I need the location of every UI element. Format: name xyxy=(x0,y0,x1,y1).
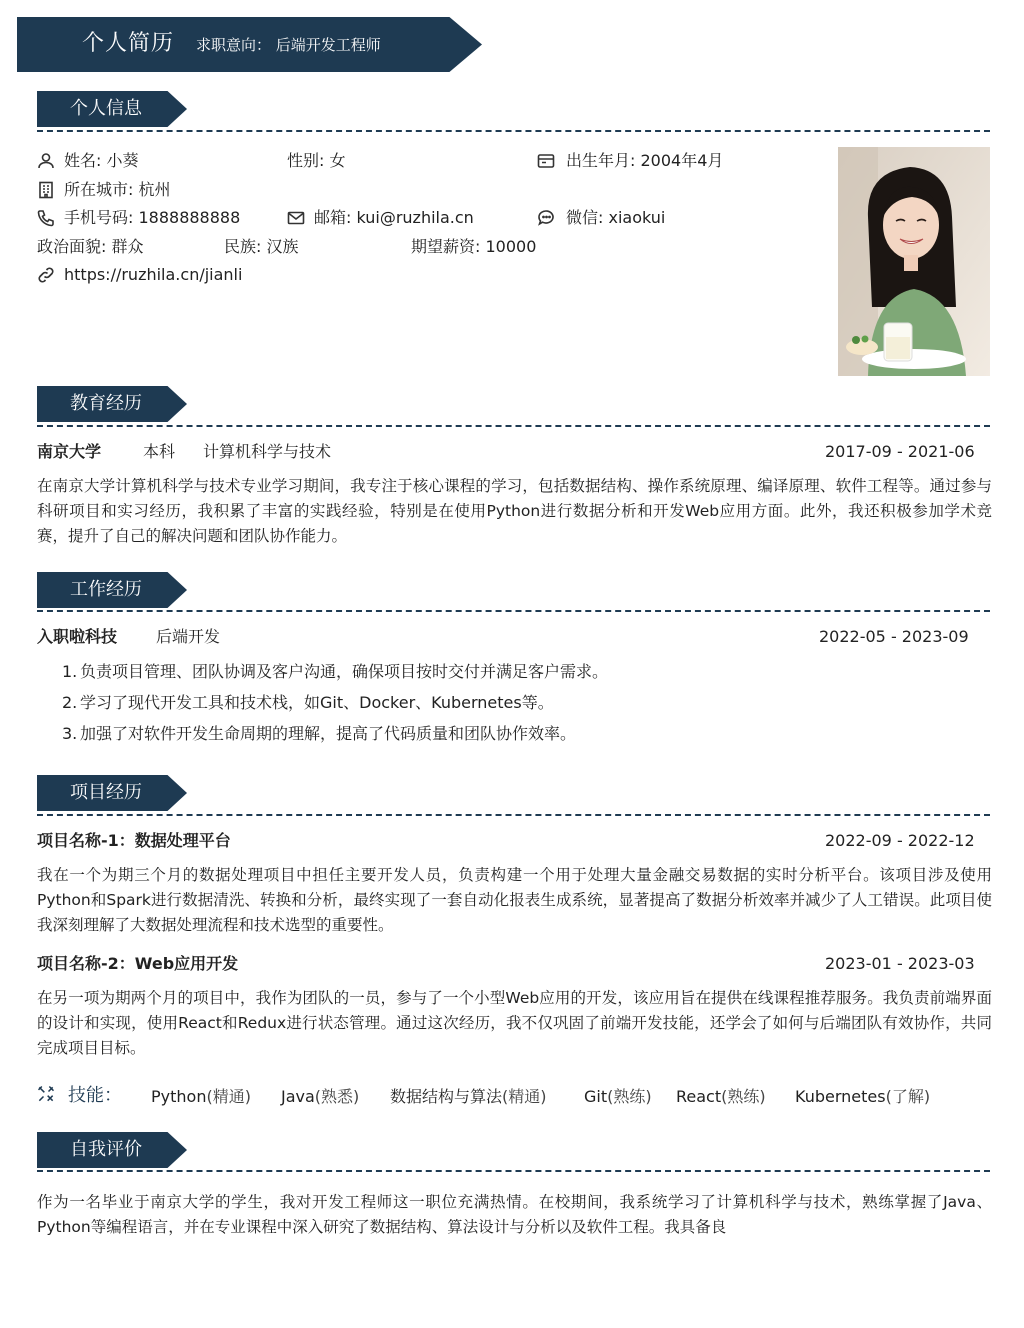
user-icon xyxy=(36,151,56,171)
edu-degree: 本科 xyxy=(143,442,176,461)
skill-item xyxy=(151,1086,251,1108)
work-item: 加强了对软件开发生命周期的理解，提高了代码质量和团队协作效率。 xyxy=(80,724,577,743)
skill-name: Git xyxy=(584,1087,608,1106)
work-item: 负责项目管理、团队协调及客户沟通，确保项目按时交付并满足客户需求。 xyxy=(80,662,609,681)
personal-gender: 性别: 女 xyxy=(287,151,346,170)
work-position: 后端开发 xyxy=(156,627,221,646)
section-divider xyxy=(37,610,990,612)
skills-label: 技能： xyxy=(68,1085,122,1106)
job-intention: 求职意向： 后端开发工程师 xyxy=(196,36,381,54)
skill-name: 数据结构与算法 xyxy=(390,1087,503,1106)
personal-ethnicity: 民族: 汉族 xyxy=(224,237,299,256)
skill-item xyxy=(390,1086,547,1108)
work-item: 学习了现代开发工具和技术栈，如Git、Docker、Kubernetes等。 xyxy=(80,693,554,712)
resume-title: 个人简历 xyxy=(82,31,175,56)
personal-city: 所在城市: 杭州 xyxy=(64,180,171,199)
section-divider xyxy=(37,130,990,132)
phone-icon xyxy=(36,208,56,228)
project-period: 2023-01 - 2023-03 xyxy=(825,954,975,973)
section-divider xyxy=(37,425,990,427)
skill-name: React xyxy=(676,1087,722,1106)
tools-icon xyxy=(36,1084,60,1108)
section-title-education: 教育经历 xyxy=(70,393,142,414)
personal-name: 姓名: 小葵 xyxy=(64,151,139,170)
skill-item xyxy=(795,1086,930,1108)
skill-name: Python xyxy=(151,1087,207,1106)
skill-level: (了解) xyxy=(885,1087,931,1106)
edu-school: 南京大学 xyxy=(37,442,102,461)
project-period: 2022-09 - 2022-12 xyxy=(825,831,975,850)
skill-name: Java xyxy=(281,1087,315,1106)
skill-level: (精通) xyxy=(502,1087,547,1106)
building-icon xyxy=(36,180,56,200)
skill-level: (熟练) xyxy=(721,1087,766,1106)
calendar-icon xyxy=(536,151,556,171)
project-description: 我在一个为期三个月的数据处理项目中担任主要开发人员，负责构建一个用于处理大量金融交易数据的实时分析平台。该项目涉及使用Python和Spark进行数据清洗、转换和分析，最终实现了一套自动化报表生成系统，显著提高了数据分析效率并减少了人工错误。此项目使我深刻理解了大数据处理流程和技术选型的重要性。 xyxy=(37,866,992,934)
personal-politics: 政治面貌: 群众 xyxy=(37,237,144,256)
personal-birth: 出生年月: 2004年4月 xyxy=(566,151,724,170)
project-name: 项目名称-1：数据处理平台 xyxy=(37,831,231,850)
edu-period: 2017-09 - 2021-06 xyxy=(825,442,975,461)
personal-email[interactable]: 邮箱: kui@ruzhila.cn xyxy=(314,208,474,227)
personal-salary: 期望薪资: 10000 xyxy=(411,237,537,256)
section-title-work: 工作经历 xyxy=(70,579,142,600)
work-company: 入职啦科技 xyxy=(37,627,118,646)
section-divider xyxy=(37,1170,990,1172)
link-icon xyxy=(36,265,56,285)
personal-wechat: 微信: xiaokui xyxy=(566,208,666,227)
project-name: 项目名称-2：Web应用开发 xyxy=(37,954,239,973)
skill-item xyxy=(676,1086,766,1108)
chat-icon xyxy=(536,208,556,228)
profile-photo xyxy=(838,147,990,376)
section-title-personal: 个人信息 xyxy=(70,98,142,119)
skill-level: (熟悉) xyxy=(314,1087,360,1106)
work-period: 2022-05 - 2023-09 xyxy=(819,627,969,646)
section-title-self-eval: 自我评价 xyxy=(70,1139,142,1160)
skill-level: (熟练) xyxy=(607,1087,652,1106)
list-item-number: 2. xyxy=(62,693,78,712)
edu-major: 计算机科学与技术 xyxy=(203,442,332,461)
section-divider xyxy=(37,814,990,816)
personal-phone: 手机号码: 1888888888 xyxy=(64,208,241,227)
self-eval-text: 作为一名毕业于南京大学的学生，我对开发工程师这一职位充满热情。在校期间，我系统学习了计算机科学与技术，熟练掌握了Java、Python等编程语言，并在专业课程中深入研究了数据结构、算法设计与分析以及软件工程。我具备良 xyxy=(37,1193,992,1236)
skill-level: (精通) xyxy=(206,1087,251,1106)
skill-item xyxy=(281,1086,359,1108)
section-title-projects: 项目经历 xyxy=(70,782,142,803)
edu-description: 在南京大学计算机科学与技术专业学习期间，我专注于核心课程的学习，包括数据结构、操作系统原理、编译原理、软件工程等。通过参与科研项目和实习经历，我积累了丰富的实践经验，特别是在使用Python进行数据分析和开发Web应用方面。此外，我还积极参加学术竞赛，提升了自己的解决问题和团队协作能力。 xyxy=(37,477,992,545)
skill-item xyxy=(584,1086,652,1108)
personal-website-link[interactable]: https://ruzhila.cn/jianli xyxy=(64,265,243,284)
skill-name: Kubernetes xyxy=(795,1087,886,1106)
list-item-number: 1. xyxy=(62,662,78,681)
project-description: 在另一项为期两个月的项目中，我作为团队的一员，参与了一个小型Web应用的开发，该应用旨在提供在线课程推荐服务。我负责前端界面的设计和实现，使用React和Redux进行状态管理。通过这次经历，我不仅巩固了前端开发技能，还学会了如何与后端团队有效协作，共同完成项目目标。 xyxy=(37,989,992,1057)
mail-icon xyxy=(286,208,306,228)
list-item-number: 3. xyxy=(62,724,78,743)
